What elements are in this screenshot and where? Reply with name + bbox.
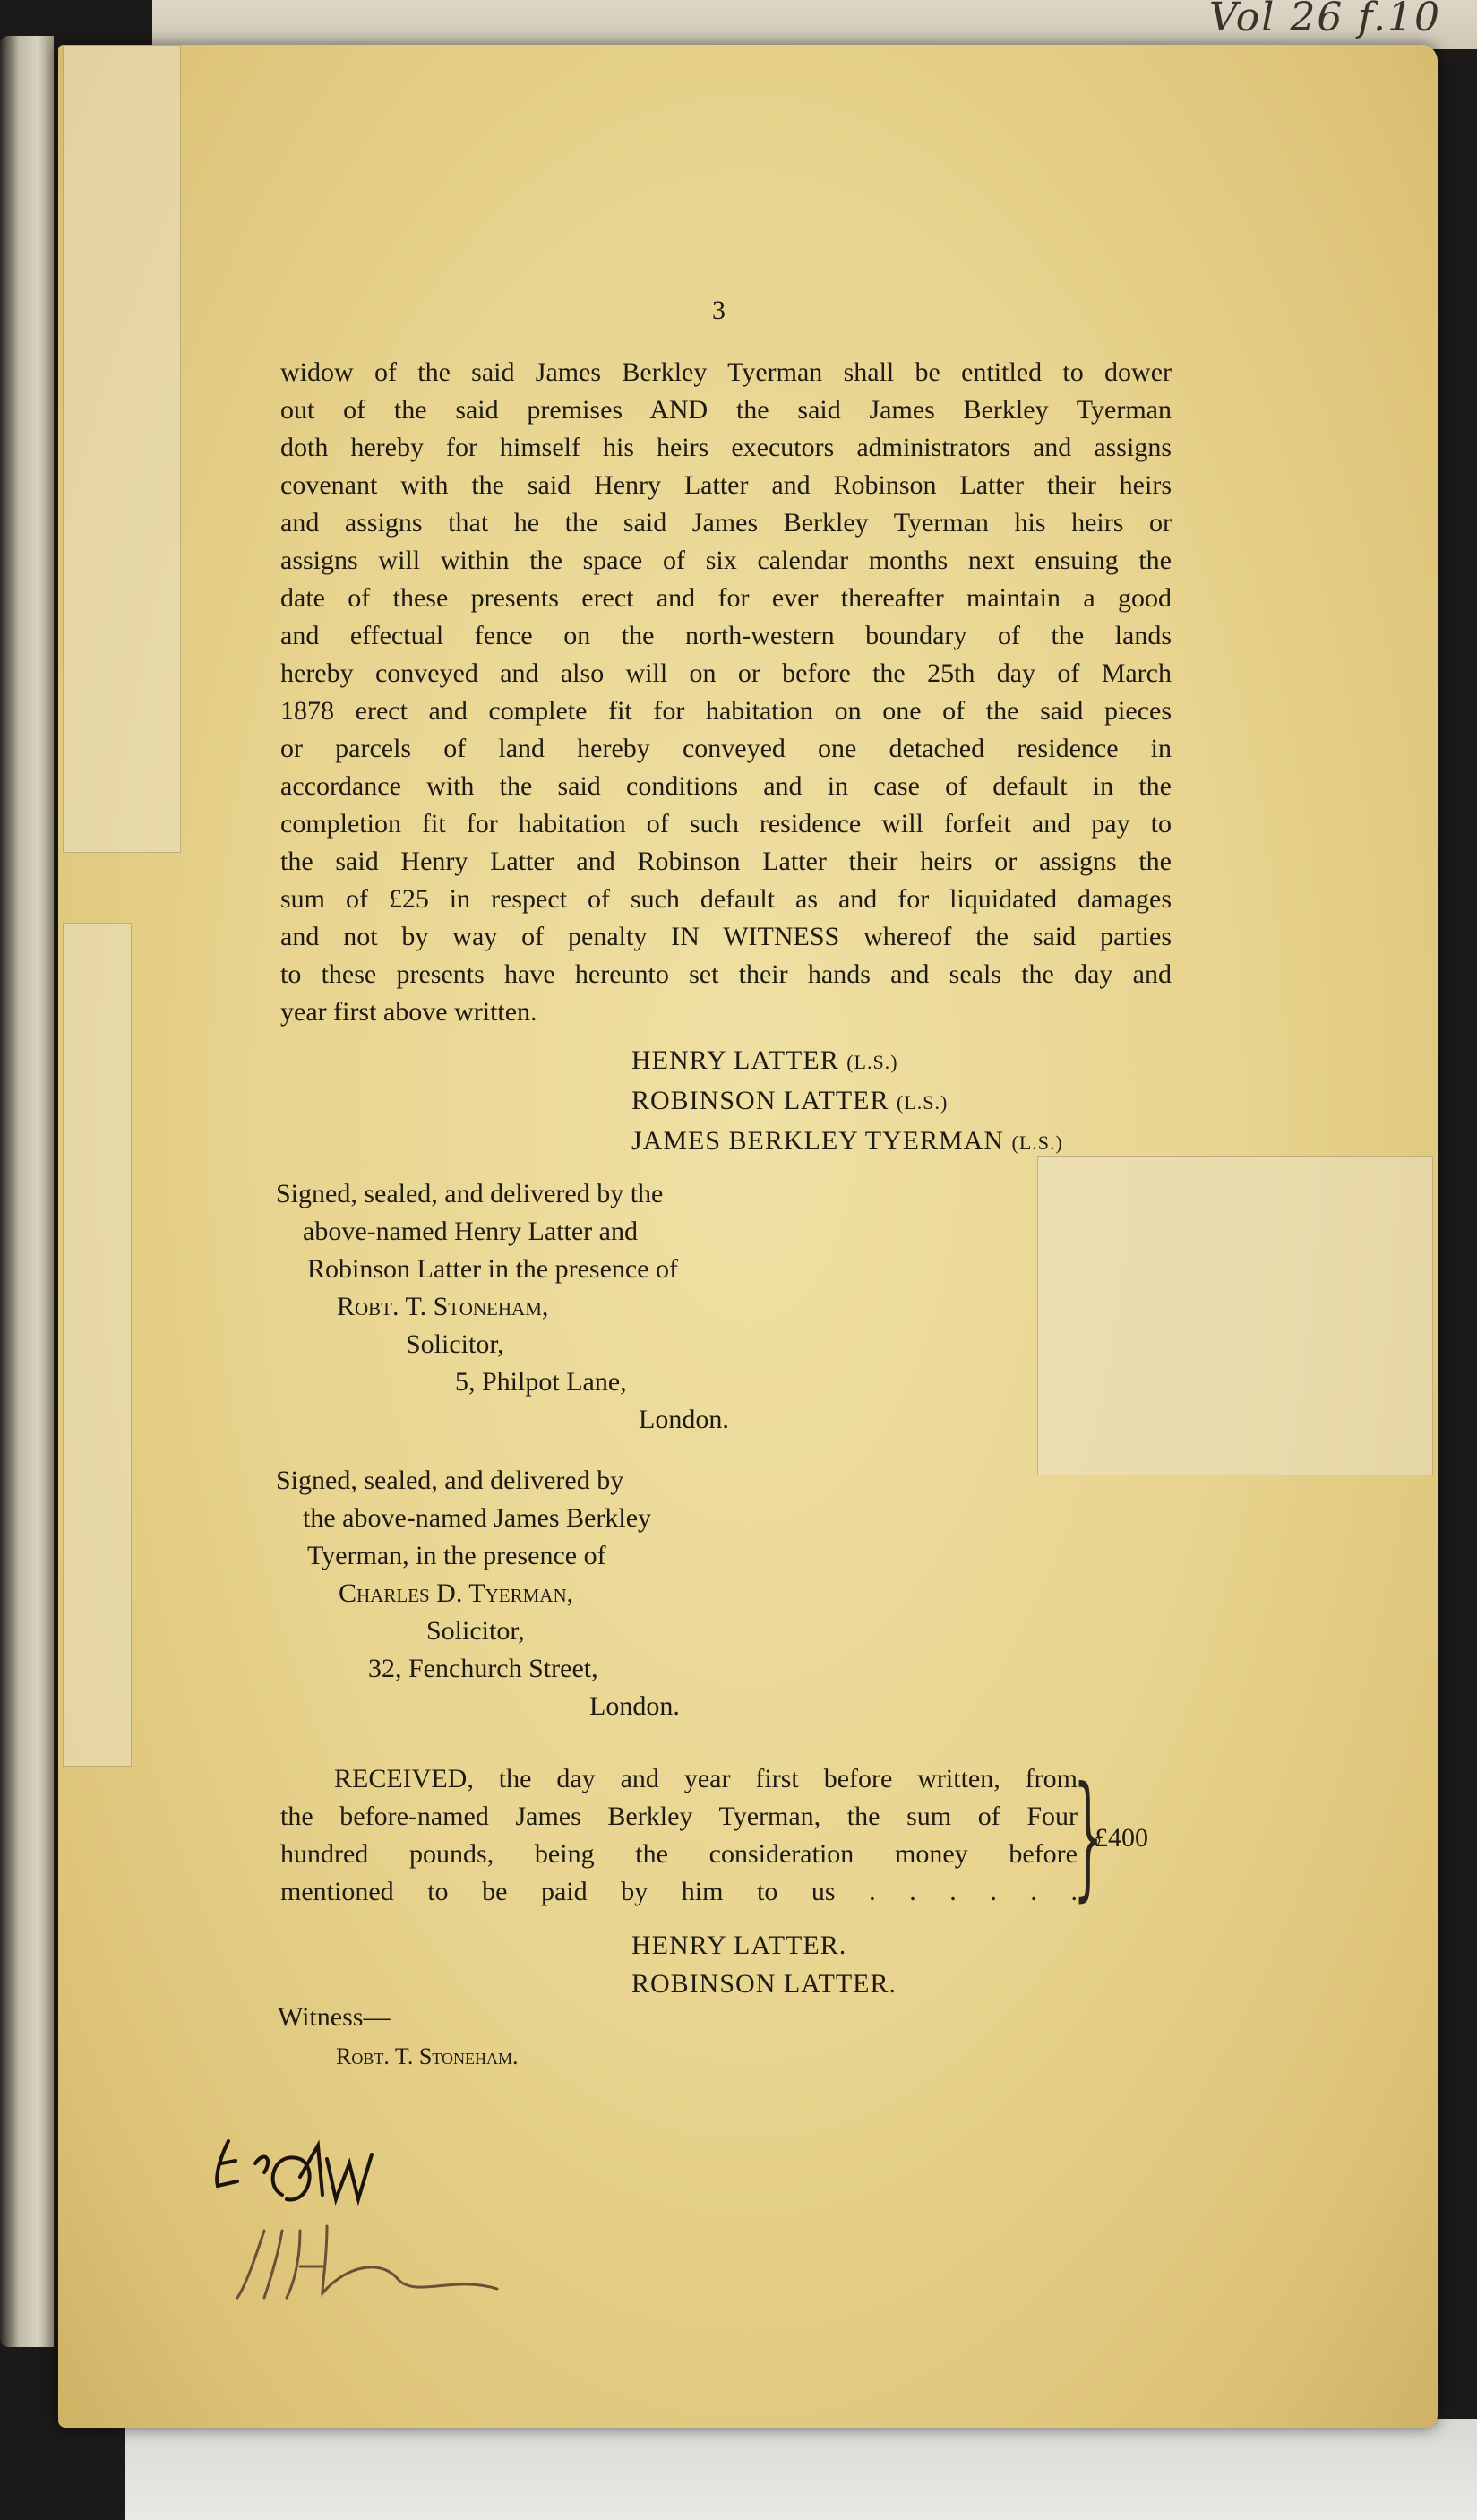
attestation-line: Signed, sealed, and delivered by the [276, 1179, 664, 1208]
body-line: widow of the said James Berkley Tyerman shall be entitled to dower [280, 357, 1172, 387]
witness-label: Witness— [278, 2002, 391, 2032]
body-line: date of these presents erect and for ever thereafter maintain a good [280, 583, 1172, 613]
seal-mark: (L.S.) [1011, 1131, 1063, 1154]
page-edge-top [152, 0, 1477, 49]
seal-line [631, 1122, 1063, 1162]
body-line: doth hereby for himself his heirs executors administrators and assigns [280, 433, 1172, 462]
receipt-witness [278, 1998, 518, 2077]
body-line: the said Henry Latter and Robinson Latter their heirs or assigns the [280, 847, 1172, 876]
body-line: and not by way of penalty IN WITNESS whereof the said parties [280, 922, 1172, 951]
receipt-brace: } [1073, 1759, 1103, 1914]
volume-annotation: Vol 26 f.10 [1209, 0, 1441, 40]
body-line: year first above written. [280, 997, 537, 1027]
receipt-line: hundred pounds, being the consideration money before [280, 1839, 1078, 1869]
body-line: and effectual fence on the north-western boundary of the lands [280, 621, 1172, 650]
attestation-witness-name: Robt. T. Stoneham, [337, 1292, 549, 1321]
deed-body [280, 354, 1172, 1031]
seal-name: JAMES BERKLEY TYERMAN [631, 1126, 1005, 1156]
witness-name: Robt. T. Stoneham. [336, 2043, 519, 2069]
attestation-clause-2 [276, 1462, 680, 1725]
receipt-signature: ROBINSON LATTER. [631, 1969, 897, 1999]
attestation-city: London. [589, 1691, 680, 1721]
seal-mark: (L.S.) [897, 1091, 949, 1114]
attestation-address: 32, Fenchurch Street, [368, 1654, 598, 1683]
receipt-line: the before-named James Berkley Tyerman, the sum of Four [280, 1802, 1078, 1831]
body-line: completion fit for habitation of such residence will forfeit and pay to [280, 809, 1172, 839]
receipt-amount: £400 [1095, 1823, 1148, 1853]
page-edge-bottom [125, 2419, 1477, 2520]
book-spine [0, 36, 54, 2347]
body-line: or parcels of land hereby conveyed one detached residence in [280, 734, 1172, 763]
paper-repair-right [1037, 1156, 1433, 1475]
body-line: to these presents have hereunto set their hands and seals the day and [280, 959, 1172, 989]
body-line: sum of £25 in respect of such default as and for liquidated damages [280, 884, 1172, 914]
receipt-signature: HENRY LATTER. [631, 1931, 847, 1960]
seal-line [631, 1081, 1063, 1122]
attestation-clause-1 [276, 1175, 729, 1439]
body-line: out of the said premises AND the said James Berkley Tyerman [280, 395, 1172, 425]
paper-repair-left-bottom [63, 923, 132, 1767]
attestation-line: Robinson Latter in the presence of [307, 1254, 679, 1284]
seal-line [631, 1041, 1063, 1081]
body-line: accordance with the said conditions and in case of default in the [280, 771, 1172, 801]
seal-name: HENRY LATTER [631, 1045, 839, 1075]
body-line: covenant with the said Henry Latter and Robinson Latter their heirs [280, 470, 1172, 500]
receipt-clause [280, 1760, 1078, 1911]
body-line: assigns will within the space of six calendar months next ensuing the [280, 546, 1172, 575]
attestation-address: 5, Philpot Lane, [455, 1367, 627, 1397]
attestation-line: Signed, sealed, and delivered by [276, 1466, 624, 1495]
attestation-witness-name: Charles D. Tyerman, [339, 1578, 574, 1608]
page-number: 3 [712, 296, 726, 325]
receipt-line: RECEIVED, the day and year first before written, from [334, 1764, 1078, 1793]
attestation-line: Solicitor, [406, 1329, 504, 1359]
handwritten-initials [202, 2132, 524, 2311]
seal-signatures [631, 1041, 1063, 1162]
attestation-line: the above-named James Berkley [303, 1503, 652, 1533]
attestation-line: Solicitor, [426, 1616, 525, 1646]
attestation-line: above-named Henry Latter and [303, 1217, 638, 1246]
attestation-city: London. [639, 1405, 729, 1434]
body-line: hereby conveyed and also will on or before the 25th day of March [280, 658, 1172, 688]
seal-mark: (L.S.) [846, 1051, 898, 1073]
paper-repair-left-top [63, 45, 181, 853]
receipt-line: mentioned to be paid by him to us . . . . . . [280, 1877, 1078, 1906]
receipt-signatures [631, 1926, 897, 2003]
body-line: and assigns that he the said James Berkley Tyerman his heirs or [280, 508, 1172, 538]
body-line: 1878 erect and complete fit for habitation on one of the said pieces [280, 696, 1172, 726]
attestation-line: Tyerman, in the presence of [307, 1541, 606, 1570]
seal-name: ROBINSON LATTER [631, 1086, 889, 1115]
